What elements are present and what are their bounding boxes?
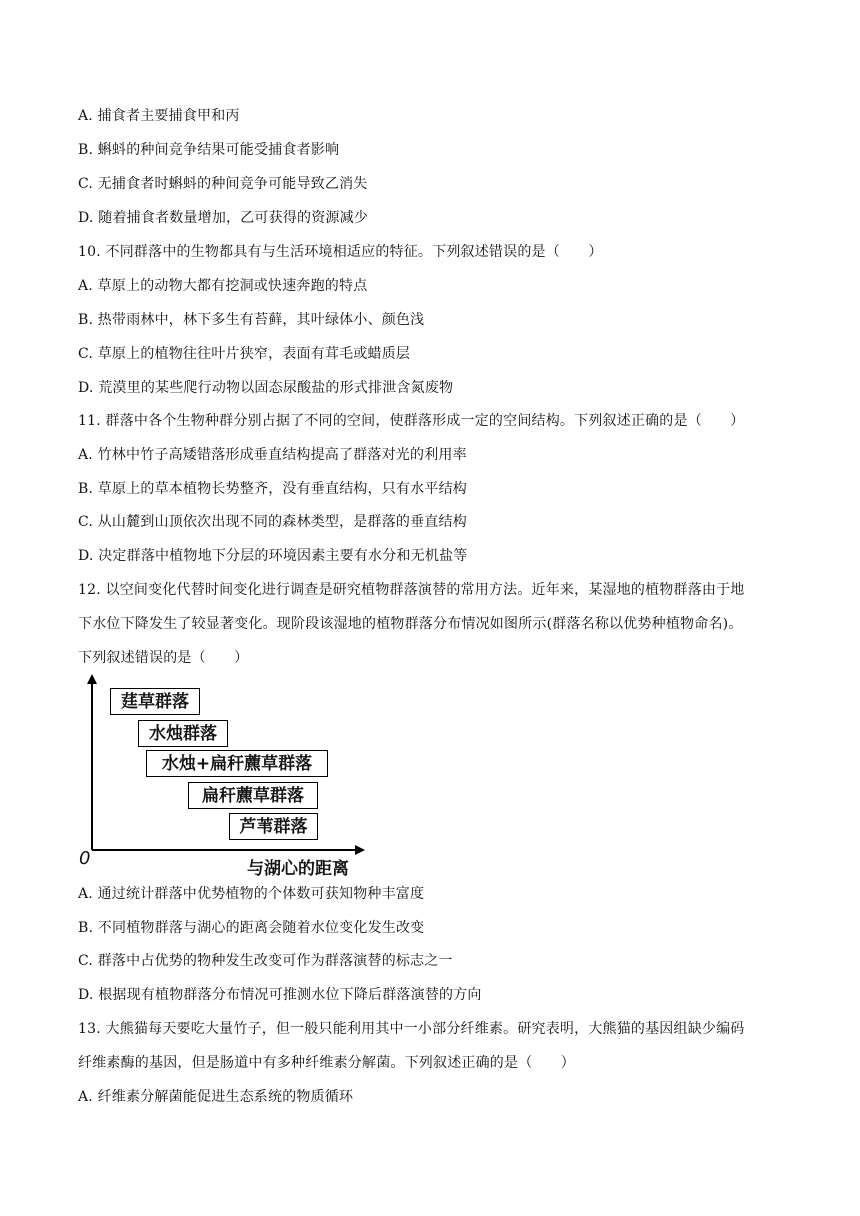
x-axis-arrow-icon [355,845,365,855]
q11-option-b: B. 草原上的草本植物长势整齐，没有垂直结构，只有水平结构 [78,481,467,497]
q12-option-b: B. 不同植物群落与湖心的距离会随着水位变化发生改变 [78,920,425,936]
origin-label: 0 [79,848,91,869]
q12-stem-line-1: 12. 以空间变化代替时间变化进行调查是研究植物群落演替的常用方法。近年来，某湿地的植物群落由于地 [78,582,745,598]
q10-option-d: D. 荒漠里的某些爬行动物以固态尿酸盐的形式排泄含氮废物 [78,380,454,396]
q11-stem: 11. 群落中各个生物种群分别占据了不同的空间，使群落形成一定的空间结构。下列叙述正确的是（ ） [78,413,745,429]
community-box-3: 水烛+扁秆藨草群落 [146,750,328,777]
community-box-4: 扁秆藨草群落 [188,782,318,809]
q10-option-b: B. 热带雨林中，林下多生有苔藓，其叶绿体小、颜色浅 [78,312,425,328]
q9-option-d: D. 随着捕食者数量增加，乙可获得的资源减少 [78,210,369,226]
q12-option-c: C. 群落中占优势的物种发生改变可作为群落演替的标志之一 [78,953,453,969]
q10-option-a: A. 草原上的动物大都有挖洞或快速奔跑的特点 [78,278,368,294]
community-box-1: 莛草群落 [110,688,200,715]
community-box-2: 水烛群落 [138,720,228,747]
q11-option-d: D. 决定群落中植物地下分层的环境因素主要有水分和无机盐等 [78,548,468,564]
q10-option-c: C. 草原上的植物往往叶片狭窄，表面有茸毛或蜡质层 [78,346,411,362]
q9-option-a: A. 捕食者主要捕食甲和丙 [78,108,240,124]
q10-stem: 10. 不同群落中的生物都具有与生活环境相适应的特征。下列叙述错误的是（ ） [78,244,603,260]
q12-stem-line-2: 下水位下降发生了较显著变化。现阶段该湿地的植物群落分布情况如图所示(群落名称以优势种植物命名)。 [78,616,743,632]
y-axis-arrow-icon [87,674,97,684]
q11-option-a: A. 竹林中竹子高矮错落形成垂直结构提高了群落对光的利用率 [78,447,467,463]
q12-option-a: A. 通过统计群落中优势植物的个体数可获知物种丰富度 [78,886,425,902]
q9-option-c: C. 无捕食者时蝌蚪的种间竞争可能导致乙消失 [78,176,368,192]
x-axis-label: 与湖心的距离 [247,859,349,879]
q11-option-c: C. 从山麓到山顶依次出现不同的森林类型，是群落的垂直结构 [78,514,467,530]
q13-option-a: A. 纤维素分解菌能促进生态系统的物质循环 [78,1089,354,1105]
community-distribution-figure [75,672,375,877]
community-box-5: 芦苇群落 [229,813,318,840]
q13-stem-line-1: 13. 大熊猫每天要吃大量竹子，但一般只能利用其中一小部分纤维素。研究表明，大熊猫的基因组缺少编码 [78,1021,745,1037]
q9-option-b: B. 蝌蚪的种间竞争结果可能受捕食者影响 [78,142,340,158]
q12-option-d: D. 根据现有植物群落分布情况可推测水位下降后群落演替的方向 [78,987,482,1003]
q12-stem-line-3: 下列叙述错误的是（ ） [78,650,249,666]
q13-stem-line-2: 纤维素酶的基因，但是肠道中有多种纤维素分解菌。下列叙述正确的是（ ） [78,1055,575,1071]
